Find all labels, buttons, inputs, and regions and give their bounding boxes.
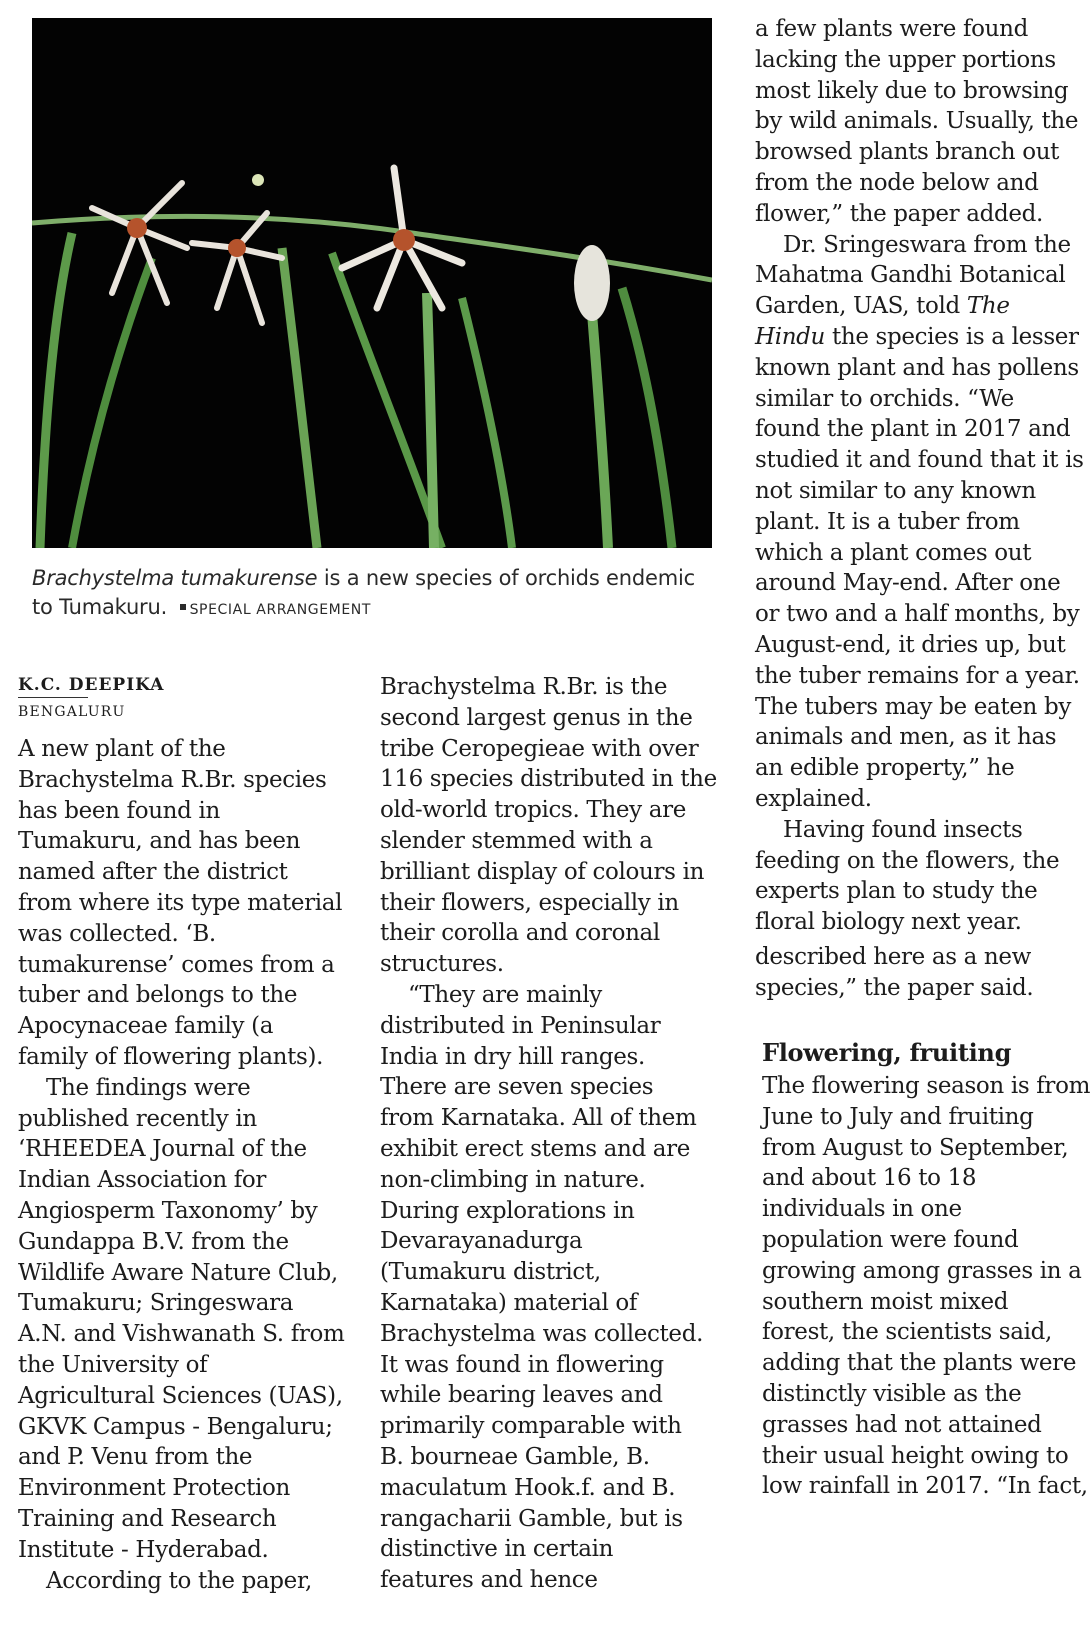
text-line: known plant and has pollens: [755, 354, 1079, 381]
text-line: primarily comparable with: [380, 1413, 682, 1440]
text-line: family of flowering plants).: [18, 1043, 324, 1070]
text-line: most likely due to browsing: [755, 77, 1069, 104]
text-line: around May-end. After one: [755, 570, 1061, 597]
text-line: non-climbing in nature.: [380, 1166, 646, 1193]
text-line: rangacharii Gamble, but is: [380, 1505, 683, 1532]
text-line: distributed in Peninsular: [380, 1012, 661, 1039]
text-line: was collected. ‘B.: [18, 920, 216, 947]
text-line: plant. It is a tuber from: [755, 508, 1020, 535]
dateline: BENGALURU: [18, 704, 126, 720]
text-line: from August to September,: [762, 1134, 1069, 1161]
text-line: August-end, it dries up, but: [755, 631, 1066, 658]
text-line: (Tumakuru district,: [380, 1259, 601, 1286]
text-line: described here as a new: [755, 943, 1031, 970]
text-line: tribe Ceropegieae with over: [380, 735, 699, 762]
text-line: maculatum Hook.f. and B.: [380, 1474, 676, 1501]
text-line: Tumakuru; Sringeswara: [18, 1290, 294, 1317]
text-line: old-world tropics. They are: [380, 797, 687, 824]
text-line: structures.: [380, 951, 504, 978]
text-line: the University of: [18, 1351, 208, 1378]
text-line: population were found: [762, 1226, 1019, 1253]
text-line: 116 species distributed in the: [380, 766, 717, 793]
text-line: grasses had not attained: [762, 1411, 1042, 1438]
text-line: second largest genus in the: [380, 704, 693, 731]
text-line: features and hence: [380, 1567, 598, 1594]
text-line: and P. Venu from the: [18, 1444, 253, 1471]
text-line: According to the paper,: [46, 1567, 313, 1594]
text-line: species,” the paper said.: [755, 974, 1034, 1001]
article-column-2: [380, 672, 717, 1596]
text-line: from the node below and: [755, 169, 1039, 196]
text-line: Tumakuru, and has been: [18, 828, 301, 855]
text-line: similar to orchids. “We: [755, 385, 1014, 412]
text-line: Training and Research: [18, 1505, 277, 1532]
text-line: There are seven species: [380, 1074, 654, 1101]
article-column-4: [762, 1071, 1090, 1502]
text-line: which a plant comes out: [755, 539, 1032, 566]
text-line: the tuber remains for a year.: [755, 662, 1080, 689]
text-line: distinctly visible as the: [762, 1380, 1022, 1407]
text-line: [755, 291, 1084, 322]
text-run: the species is a lesser: [825, 323, 1079, 350]
text-line: their flowers, especially in: [380, 889, 679, 916]
text-line: Having found insects: [783, 816, 1023, 843]
text-line: Angiosperm Taxonomy’ by: [18, 1197, 318, 1224]
text-line: growing among grasses in a: [762, 1257, 1082, 1284]
caption-text: is a new species of orchids endemic to Tumakuru.: [32, 566, 695, 619]
text-line: individuals in one: [762, 1196, 962, 1223]
publication-name: The: [966, 293, 1010, 320]
text-line: from Karnataka. All of them: [380, 1105, 697, 1132]
text-line: their usual height owing to: [762, 1442, 1069, 1469]
text-line: June to July and fruiting: [762, 1103, 1034, 1130]
photo-credit: SPECIAL ARRANGEMENT: [189, 602, 372, 618]
text-line: adding that the plants were: [762, 1350, 1077, 1377]
bullet-square-icon: [180, 604, 186, 610]
byline-author: K.C. DEEPIKA: [18, 675, 165, 695]
text-line: floral biology next year.: [755, 909, 1022, 936]
orchid-illustration: [32, 18, 712, 548]
text-line: lacking the upper portions: [755, 46, 1056, 73]
text-line: [755, 322, 1084, 353]
photo-caption: [32, 564, 712, 625]
text-line: distinctive in certain: [380, 1536, 614, 1563]
text-line: The flowering season is from: [762, 1073, 1090, 1099]
text-line: Mahatma Gandhi Botanical: [755, 262, 1066, 289]
text-line: exhibit erect stems and are: [380, 1135, 691, 1162]
text-line: The findings were: [46, 1074, 251, 1101]
text-line: named after the district: [18, 859, 288, 886]
article-column-1: [18, 734, 345, 1596]
text-line: Brachystelma R.Br. is the: [380, 674, 668, 700]
text-line: low rainfall in 2017. “In fact,: [762, 1473, 1088, 1500]
text-line: feeding on the flowers, the: [755, 847, 1060, 874]
text-line: a few plants were found: [755, 16, 1028, 42]
text-line: Apocynaceae family (a: [18, 1013, 274, 1040]
text-line: Institute - Hyderabad.: [18, 1536, 269, 1563]
text-line: Devarayanadurga: [380, 1228, 583, 1255]
article-column-3: [755, 14, 1084, 1004]
text-line: Brachystelma was collected.: [380, 1320, 704, 1347]
text-line: and about 16 to 18: [762, 1165, 977, 1192]
text-line: B. bourneae Gamble, B.: [380, 1443, 650, 1470]
text-line: by wild animals. Usually, the: [755, 108, 1079, 135]
text-line: has been found in: [18, 797, 220, 824]
publication-name: Hindu: [755, 323, 826, 350]
text-line: Environment Protection: [18, 1475, 291, 1502]
text-line: Wildlife Aware Nature Club,: [18, 1259, 338, 1286]
text-line: ‘RHEEDEA Journal of the: [18, 1136, 307, 1163]
text-line: an edible property,” he: [755, 755, 1015, 782]
text-line: Karnataka) material of: [380, 1289, 638, 1316]
text-line: animals and men, as it has: [755, 724, 1057, 751]
text-line: GKVK Campus - Bengaluru;: [18, 1413, 333, 1440]
text-line: forest, the scientists said,: [762, 1319, 1052, 1346]
text-run: Garden, UAS, told: [755, 293, 967, 320]
article-photo: [32, 18, 712, 548]
text-line: not similar to any known: [755, 477, 1036, 504]
text-line: experts plan to study the: [755, 878, 1038, 905]
text-line: browsed plants branch out: [755, 139, 1060, 166]
text-line: A new plant of the: [18, 736, 226, 762]
text-line: The tubers may be eaten by: [755, 693, 1071, 720]
text-line: found the plant in 2017 and: [755, 416, 1071, 443]
text-line: It was found in flowering: [380, 1351, 664, 1378]
text-line: tumakurense’ comes from a: [18, 951, 335, 978]
section-subhead: Flowering, fruiting: [762, 1038, 1012, 1067]
text-line: explained.: [755, 785, 872, 812]
text-line: or two and a half months, by: [755, 601, 1080, 628]
text-line: studied it and found that it is: [755, 447, 1084, 474]
text-line: flower,” the paper added.: [755, 200, 1043, 227]
text-line: from where its type material: [18, 889, 343, 916]
text-line: Indian Association for: [18, 1167, 267, 1194]
byline-rule: [18, 697, 88, 698]
text-line: Agricultural Sciences (UAS),: [18, 1382, 343, 1409]
text-line: “They are mainly: [408, 981, 602, 1008]
text-line: brilliant display of colours in: [380, 858, 705, 885]
text-line: slender stemmed with a: [380, 827, 653, 854]
text-line: India in dry hill ranges.: [380, 1043, 645, 1070]
caption-species: Brachystelma tumakurense: [32, 566, 318, 590]
text-line: Brachystelma R.Br. species: [18, 766, 327, 793]
text-line: their corolla and coronal: [380, 920, 660, 947]
text-line: During explorations in: [380, 1197, 635, 1224]
text-line: tuber and belongs to the: [18, 982, 298, 1009]
text-line: Dr. Sringeswara from the: [783, 231, 1071, 258]
text-line: Gundappa B.V. from the: [18, 1228, 289, 1255]
text-line: southern moist mixed: [762, 1288, 1009, 1315]
text-line: published recently in: [18, 1105, 257, 1132]
text-line: A.N. and Vishwanath S. from: [18, 1321, 345, 1348]
text-line: while bearing leaves and: [380, 1382, 663, 1409]
